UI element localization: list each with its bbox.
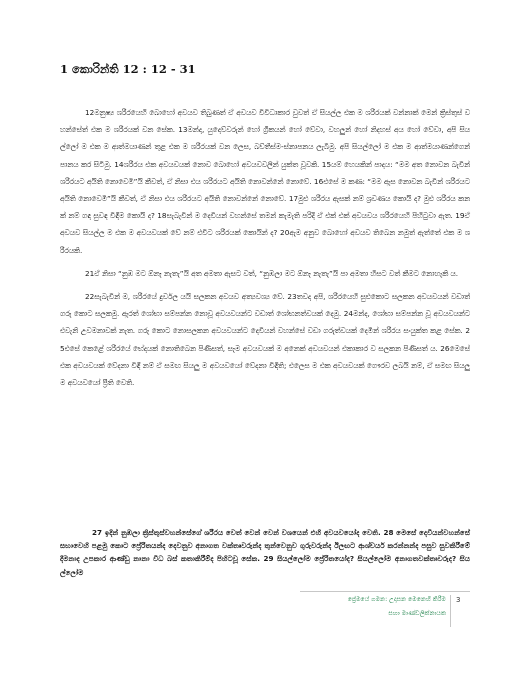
scripture-reference-heading: 1 කොරින්ති 12 : 12 - 31	[60, 62, 196, 76]
footer-title: ප්‍රේමයේ ගමන: උදාසන මෙනෙහි කිරීම	[347, 596, 446, 603]
footer-author: සහා මාණ්ඩලික්නායක	[388, 610, 446, 617]
paragraph-verse-21: 21ඒ නිසා “නුඹ මට ඕනෑ නැතැ”යි අත අමතා ඇසට වත්, “නුඹලා මට ඕනෑ නැතැ”යි පා අමතා හිසට වත් කීමට නොහැකි ය.	[85, 268, 459, 278]
footer-vertical-divider	[450, 595, 451, 627]
paragraph-verses-22-26: 22සැබැවින් ම, ශරීරයේ දුර්වල යයි සලකන අවයව අත්‍යවශ්‍ය වේ. 23තවද අපි, ශරීරයෙහි සුළුකොට සලකන අවයවයන් වඩාත් ගරු කොට සලකමු. ඇරත් ශෝභා සම්පන්න නොවූ අවයවයන්ට වඩාත් ශෝභනත්වයක් දෙමු. 24මන්ද, ශෝභා සම්පන්න වූ අවයවයන්ට එවැනි උවමනාවක් නැත. ගරු කොට නොසලකන අවයවයන්ට දෙවියන් වහන්සේ වඩා ගරුත්වයක් දෙමින් ශරීරය සංයුක්ත කළ සේක. 25එසේ කෙළේ ශරීරයේ භේදයක් නොතිබෙන පිණිසත්, සෑම අවයවයක් ම අනෙක් අවයවයන් එකාකාර ව සලකන පිණිසත් ය. 26මෙසේ එක අවයවයක් වේදනා විඳී නම් ඒ සමඟ සියලු ම අවයවයෝ වේදනා විඳිති; එලෙස ම එක අවයවයක් ගෞරව ලබයි නම්, ඒ සමඟ සියලු ම අවයවයෝ ප්‍රීති වෙති.	[60, 292, 470, 388]
footnote-block	[60, 526, 470, 579]
body-text	[60, 104, 470, 391]
footer-divider	[300, 591, 470, 592]
footnote-verses-27-29: 27 ඉදින් නුඹලා ක්‍රිස්තුස්වහන්සේගේ ශරීරය වෙත් වෙන් වෙන් වශයෙන් එහි අවයවයෝද වෙති. 28 මෙසේ දෙවියන්වහන්සේ සභාවෙහි පළමු කොට ප්‍රේරිතයන්ද දෙවනුව අනාගත වක්තෘවරුන්ද තුන්වෙනුව ගුරුවරුන්ද ඊලඟට ආශ්චර්ය කරන්නන්ද පසුව සුවකිරීමේ දීමනාද උපකාර ආණ්ඩු නානා විධ බස් කතාකිරීම්ද පිහිටවූ සේක. 29 සියල්ලෝම ප්‍රේරිතයෝද? සියල්ලෝම අනාගතවක්තෘවරුද? සියල්ලෝම	[60, 528, 470, 577]
page-number: 3	[456, 596, 461, 604]
paragraph-verses-12-20: 12මනුෂ්‍ය ශරීරයෙහි බොහෝ අවයව තිබුණත් ඒ අවයව විවිධාකාර වුවත් ඒ සියල්ල එක ම ශරීරයක් වන්නාක් මෙන් ක්‍රිස්තුස් වහන්සේත් එක ම ශරීරයක් වන සේක. 13මන්ද, යුදෙව්වරුන් හෝ ග්‍රීකයන් හෝ වේවා, වහලුන් හෝ නිදහස් අය හෝ වේවා, අපි සියල්ලෝ ම එක ම ආත්මයාණන් තුළ එක ම ශරීරයක් වන ලෙස, බව්තීස්ම-ස්නාපනය ලැබීමු. අපි සියල්ලෝ ම එක ම ආත්මයාණන්ගෙන් පානය කර සිටිමු. 14ශරීරය එක අවයවයක් නොව බොහෝ අවයවවලින් යුක්ත වූවකි. 15යම් හෙයකින් පාදය: “මම අත නොවන බැවින් ශරීරයට අයිති නොවෙමි”යි කීවත්, ඒ නිසා එය ශරීරයට අයිති නොවන්නේ නොවේ. 16එසේ ම කණ: “මම ඇස නොවන බැවින් ශරීරයට අයිති නොවෙමි”යි කීවත්, ඒ නිසා එය ශරීරයට අයිති නොවන්නේ නොවේ. 17මුළු ශරීරය ඇසක් නම් ශ්‍රවණය කොයි ද? මුළු ශරීරය කනක් නම් ගඳ සුවඳ විඳීම කොයි ද? 18සැබැවින් ම දෙවියන් වහන්සේ තමන් කැමැති පරිදි ඒ එක් එක් අවයවය ශරීරයෙහි පිහිටුවා ඇත. 19ඒ අවයව සියල්ල ම එක ම අවයවයක් වේ නම් එවිට ශරීරයක් කොයින් ද? 20ඇම අනුව බොහෝ අවයව තිබෙන නමුත් ඇත්තේ එක ම ශරීරයකි.	[60, 108, 470, 255]
